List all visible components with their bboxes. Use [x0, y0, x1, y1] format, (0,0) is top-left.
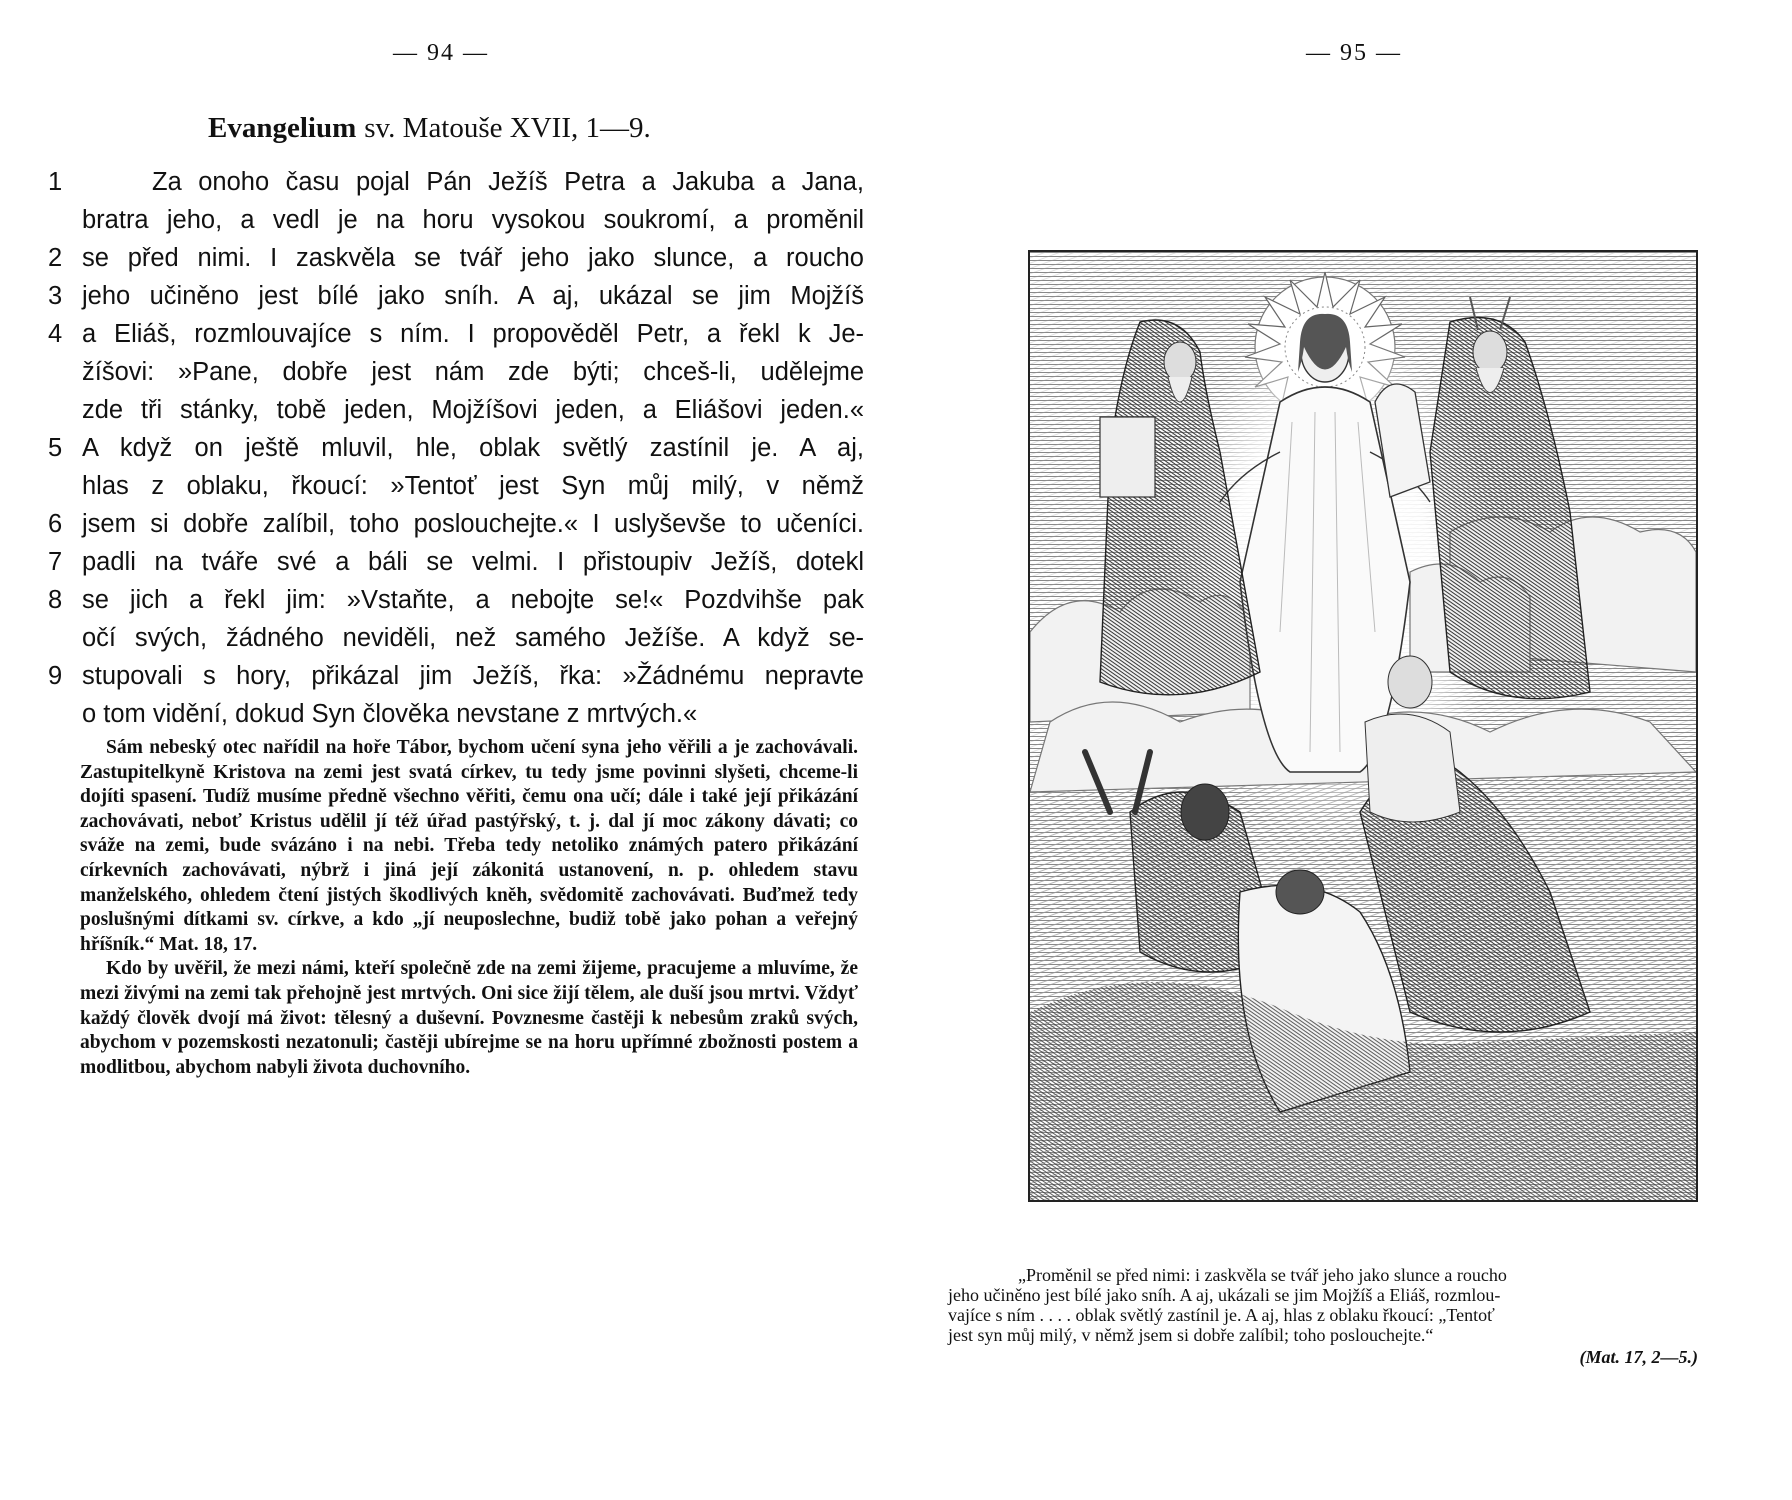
verse-text: stupovali s hory, přikázal jim Ježíš, řka: »Žádnému nepravte	[82, 662, 864, 690]
verse-line	[48, 201, 864, 239]
verse-text: hlas z oblaku, řkoucí: »Tentoť jest Syn můj milý, v němž	[82, 472, 864, 500]
verse-line	[48, 163, 864, 201]
verse-line	[48, 695, 864, 733]
verse-text: zde tři stánky, tobě jeden, Mojžíšovi jeden, a Eliášovi jeden.«	[82, 396, 864, 424]
verse-text: padli na tváře své a báli se velmi. I přistoupiv Ježíš, dotekl	[82, 548, 864, 576]
gospel-verses	[48, 163, 864, 733]
verse-text: o tom vidění, dokud Syn člověka nevstane z mrtvých.«	[82, 700, 698, 728]
verse-number: 5	[48, 434, 63, 462]
verse-number: 6	[48, 510, 63, 538]
verse-text: jsem si dobře zalíbil, toho poslouchejte.« I uslyševše to učeníci.	[82, 510, 864, 538]
verse-number: 9	[48, 662, 63, 690]
verse-text: jeho učiněno jest bílé jako sníh. A aj, ukázal se jim Mojžíš	[82, 282, 864, 310]
commentary-paragraph: Sám nebeský otec nařídil na hoře Tábor, bychom učení syna jeho věřili a je zachovávali. Zastupitelkyně Kristova na zemi jest svatá církev, tu tedy jsme povinni slyšeti, chceme-li dojíti spasení. Tudíž musíme předně všechno věřiti, čemu ona učí; dále i také její přikázání zachovávati, neboť Kristus udělil jí též úřad pastýřský, t. j. dal jí moc zákony dávati; co sváže na zemi, bude svázáno i na nebi. Třeba tedy netoliko známých patero přikázání církevních zachovávati, nýbrž i jiná její zákonitá ustanovení, n. p. ohledem stavu manželského, ohledem čtení jistých škodlivých kněh, svědomitě zachovávati. Buďmež tedy poslušnými dítkami sv. církve, a kdo „jí neuposlechne, budiž tobě jako pohan a veřejný hříšník.“ Mat. 18, 17.	[80, 737, 858, 955]
verse-number: 1	[48, 168, 63, 196]
verse-line	[48, 543, 864, 581]
verse-number: 8	[48, 586, 63, 614]
verse-line	[48, 619, 864, 657]
verse-line	[48, 277, 864, 315]
verse-line	[48, 505, 864, 543]
gospel-title	[208, 112, 651, 145]
verse-line	[48, 391, 864, 429]
verse-number: 2	[48, 244, 63, 272]
verse-text: se jich a řekl jim: »Vstaňte, a nebojte se!« Pozdvihše pak	[82, 586, 864, 614]
commentary	[80, 736, 858, 1080]
verse-line	[48, 467, 864, 505]
page-number: — 94 —	[393, 40, 489, 66]
verse-text: a Eliáš, rozmlouvajíce s ním. I propověděl Petr, a řekl k Je-	[82, 320, 864, 348]
verse-text: A když on ještě mluvil, hle, oblak světlý zastínil je. A aj,	[82, 434, 864, 462]
commentary-paragraph: Kdo by uvěřil, že mezi námi, kteří společně zde na zemi žijeme, pracujeme a mluvíme, že mezi živými na zemi tak přehojně jest mrtvých. Oni sice žijí tělem, ale duší jsou mrtvi. Vždyť každý člověk dvojí má život: tělesný a duševní. Povznesme častěji k nebesům zraků svých, abychom v pozemskosti nezatonuli; častěji ubírejme se na horu upřímné zbožnosti postem a modlitbou, abychom nabyli života duchovního.	[80, 958, 858, 1078]
verse-line	[48, 315, 864, 353]
page-number: — 95 —	[1306, 40, 1402, 66]
peter-head	[1388, 656, 1432, 708]
caption-line: vajíce s ním . . . . oblak světlý zastínil je. A aj, hlas z oblaku řkoucí: „Tentoť	[948, 1305, 1495, 1325]
caption-line: jeho učiněno jest bílé jako sníh. A aj, ukázali se jim Mojžíš a Eliáš, rozmlou-	[948, 1285, 1501, 1305]
verse-line	[48, 657, 864, 695]
title-reference: sv. Matouše XVII, 1—9.	[364, 112, 651, 144]
caption-line: jest syn můj milý, v němž jsem si dobře zalíbil; toho poslouchejte.“	[948, 1325, 1434, 1345]
verse-line	[48, 581, 864, 619]
verse-line	[48, 239, 864, 277]
right-page	[896, 0, 1792, 1500]
verse-text: žíšovi: »Pane, dobře jest nám zde býti; chceš-li, udělejme	[82, 358, 864, 386]
verse-number: 4	[48, 320, 63, 348]
caption-reference: (Mat. 17, 2—5.)	[1579, 1347, 1698, 1367]
verse-number: 3	[48, 282, 63, 310]
verse-text: očí svých, žádného neviděli, než samého Ježíše. A když se-	[82, 624, 864, 652]
book	[1100, 417, 1155, 497]
verse-line	[48, 429, 864, 467]
transfiguration-engraving	[1028, 250, 1698, 1202]
caption-line: „Proměnil se před nimi: i zaskvěla se tvář jeho jako slunce a roucho	[1018, 1265, 1507, 1285]
engraving-illustration	[1030, 252, 1696, 1200]
illustration-caption	[948, 1265, 1748, 1367]
verse-text: Za onoho času pojal Pán Ježíš Petra a Jakuba a Jana,	[152, 168, 864, 196]
verse-number: 7	[48, 548, 63, 576]
verse-text: se před nimi. I zaskvěla se tvář jeho jako slunce, a roucho	[82, 244, 864, 272]
title-bold: Evangelium	[208, 112, 357, 144]
verse-line	[48, 353, 864, 391]
verse-text: bratra jeho, a vedl je na horu vysokou soukromí, a proměnil	[82, 206, 864, 234]
